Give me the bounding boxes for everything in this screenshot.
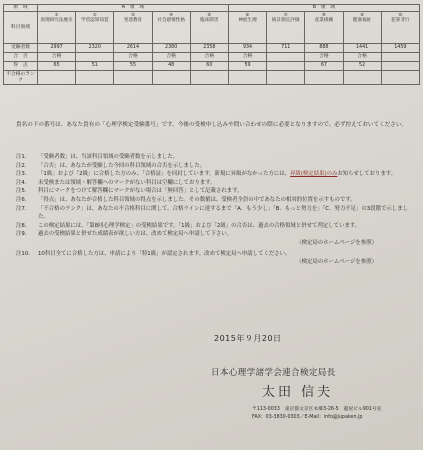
- note-item: 注9． 過去の受検結果と併せた成績表が欲しい方は、改めて検定局へ申請して下さい。: [16, 231, 233, 238]
- table-cell: [76, 53, 114, 62]
- fax-email: FAX：03-3830-0303／E-Mail：info@jupaken.jp: [252, 415, 363, 420]
- subject-cell: ④ 社会感情性格: [152, 12, 190, 44]
- table-cell: 合格: [305, 53, 343, 62]
- table-cell: 合格: [152, 53, 190, 62]
- note-item: 注4． 未受検または領域・解答欄へのマークがない科目は空欄にしております。: [16, 179, 216, 186]
- table-cell: [190, 71, 228, 85]
- contact-info: [252, 406, 422, 422]
- intro-text: 貴名の下の番号は、あなた貴有の「心理学検定受験番号」です。今後の受検申し込みや問い合わせの際に必要となりますので、必ず控えておいてください。: [16, 122, 408, 128]
- note-item: 注7． 「不合格のランク」は、あなたの不合格科目に関して、合格ラインに達するまで「A．もう少し」「B．もっと努力を」「C．努力不足」の3段階で示しました。: [16, 205, 408, 221]
- table-cell: [381, 71, 419, 85]
- row-label: 得 点: [4, 62, 38, 71]
- table-cell: [267, 71, 305, 85]
- subject-cell: ⑨ 健康福祉: [343, 12, 381, 44]
- table-cell: 合格: [228, 53, 266, 62]
- subject-cell: ⑧ 産業組織: [305, 12, 343, 44]
- table-cell: [267, 62, 305, 71]
- table-cell: 2997: [38, 44, 76, 53]
- table-cell: [76, 71, 114, 85]
- domain-header-label: 領 域: [4, 5, 38, 12]
- table-cell: 2614: [114, 44, 152, 53]
- note-item: 注8． この検定結果には、「第8回心理学検定」の受検結果です。「1級」および「2級」の合否は、過去の合格領域と併せて判定しています。: [16, 222, 361, 229]
- subject-cell: ⑩ 犯罪非行: [381, 12, 419, 44]
- table-cell: 合格: [190, 53, 228, 62]
- pass-fail-row: [4, 53, 420, 62]
- subject-cell: ⑤ 臨床障害: [190, 12, 228, 44]
- subject-cell: ③ 発達教育: [114, 12, 152, 44]
- table-cell: 48: [152, 62, 190, 71]
- note-item: 注10． 10科目全てに合格した方は、申請により「特1級」が認定されます。改めて検定局へ申請してください。: [16, 250, 291, 257]
- table-cell: 51: [76, 62, 114, 71]
- director-signature: 太田 信夫: [262, 385, 334, 400]
- table-cell: 934: [228, 44, 266, 53]
- domain-b-label: B 領 域: [228, 5, 419, 12]
- note-item: 注2． 「合否」は、あなたが受験した今回の科目領域の合否を示しました。: [16, 162, 206, 169]
- table-cell: [267, 53, 305, 62]
- note-item: 注3． 「1級」および「2級」に合格した方のみ、「合格証」を同封しています。新規に昇級がなかった方には、昇級(検定結果)のみお知らせしております。: [16, 171, 397, 178]
- note-item: 注1． 「受験者数」は、当該科目領域の受験者数を示しました。: [16, 154, 179, 160]
- domain-header-row: [4, 5, 420, 12]
- table-cell: 60: [190, 62, 228, 71]
- subject-cell: ⑥ 神経生理: [228, 12, 266, 44]
- table-cell: 1459: [381, 44, 419, 53]
- table-cell: [228, 71, 266, 85]
- issue-date: 2015年９月20日: [214, 334, 282, 343]
- notes-list: [16, 153, 411, 267]
- table-cell: [114, 71, 152, 85]
- table-cell: 1441: [343, 44, 381, 53]
- table-cell: [152, 71, 190, 85]
- table-cell: [305, 71, 343, 85]
- postal-address: 〒113-0033 東京都文京区本郷3-26-5 龍屋ビル901号室: [252, 407, 382, 412]
- score-row: [4, 62, 420, 71]
- table-cell: 合格: [114, 53, 152, 62]
- note-item: 注5． 科目にマークをつけて解答欄にマークがない場合は「無回答」として記載されます。: [16, 188, 243, 195]
- subject-cell: ① 原理研究法歴史: [38, 12, 76, 44]
- table-cell: [381, 62, 419, 71]
- note-item: 注6． 「得点」は、あなたが合格した科目領域の得点を示しました。その数値は、受検者全員の中であなたの相対的位置を示すものです。: [16, 196, 356, 203]
- table-cell: 合格: [343, 53, 381, 62]
- table-cell: [381, 53, 419, 62]
- subject-cell: ⑦ 統計測定評価: [267, 12, 305, 44]
- results-table: [3, 4, 420, 85]
- table-cell: 2380: [152, 44, 190, 53]
- result-notice-link: 昇級(検定結果)のみ: [290, 171, 338, 178]
- subject-row-label: 科目領域: [4, 12, 38, 44]
- row-label: 不合格のランク: [4, 71, 38, 85]
- examinee-count-row: [4, 44, 420, 53]
- table-cell: 59: [228, 62, 266, 71]
- fail-rank-row: [4, 71, 420, 85]
- table-cell: 2358: [190, 44, 228, 53]
- table-cell: 67: [305, 62, 343, 71]
- table-cell: 55: [114, 62, 152, 71]
- table-cell: [38, 71, 76, 85]
- table-cell: 2320: [76, 44, 114, 53]
- organization-name: 日本心理学諸学会連合検定局長: [211, 368, 336, 378]
- table-cell: 52: [343, 62, 381, 71]
- homepage-reference: （検定局のホームページを参照）: [296, 239, 377, 246]
- table-cell: 65: [38, 62, 76, 71]
- row-label: 受験者数: [4, 44, 38, 53]
- row-label: 合 否: [4, 53, 38, 62]
- table-cell: 合格: [38, 53, 76, 62]
- table-cell: 711: [267, 44, 305, 53]
- subject-row: [4, 12, 420, 44]
- subject-cell: ② 学習認知知覚: [76, 12, 114, 44]
- homepage-reference: （検定局のホームページを参照）: [296, 259, 377, 266]
- table-cell: 888: [305, 44, 343, 53]
- domain-a-label: A 領 域: [38, 5, 229, 12]
- table-cell: [343, 71, 381, 85]
